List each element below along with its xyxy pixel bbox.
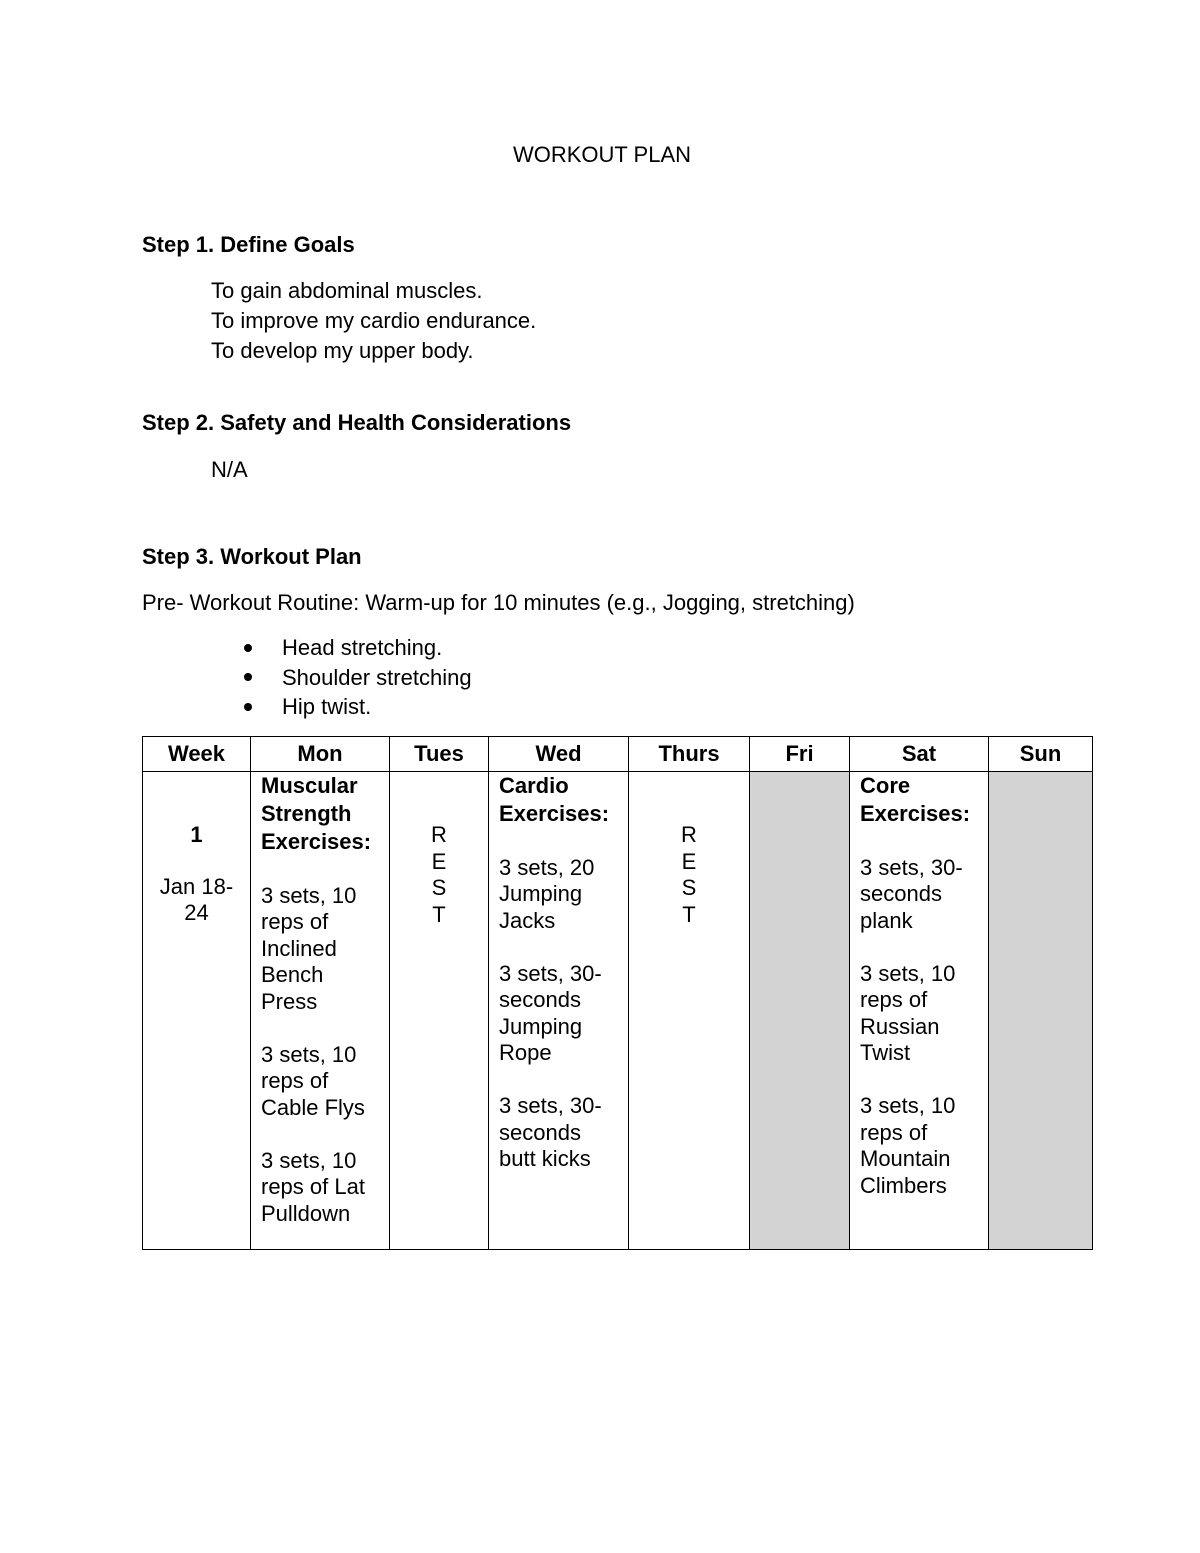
bullet-item bbox=[244, 633, 472, 663]
workout-table bbox=[142, 736, 1093, 1250]
exercise-line: 3 sets, 10 bbox=[261, 1147, 357, 1173]
exercise-block bbox=[261, 1042, 383, 1122]
bullet-text: Hip twist. bbox=[282, 694, 372, 719]
wed-cell bbox=[489, 772, 629, 1250]
sat-title bbox=[860, 772, 982, 828]
goals-list bbox=[211, 276, 536, 366]
week-dates bbox=[143, 874, 250, 927]
header-mon: Mon bbox=[251, 737, 390, 772]
exercise-line: Jacks bbox=[499, 907, 556, 933]
exercise-line: reps of Lat bbox=[261, 1174, 365, 1199]
step1-heading: Step 1. Define Goals bbox=[142, 232, 355, 257]
header-tues: Tues bbox=[390, 737, 489, 772]
exercise-line: reps of bbox=[860, 1119, 928, 1145]
wed-title bbox=[499, 772, 622, 828]
exercise-line: Jumping bbox=[499, 1013, 583, 1039]
rest-label bbox=[629, 822, 749, 928]
exercise-line: Cable Flys bbox=[261, 1094, 365, 1120]
fri-cell bbox=[750, 772, 850, 1250]
bullet-icon bbox=[244, 703, 252, 711]
rest-label bbox=[390, 822, 488, 928]
bullet-icon bbox=[244, 644, 252, 652]
rest-letter: E bbox=[431, 848, 447, 874]
exercise-block bbox=[499, 961, 622, 1067]
title-line: Exercises: bbox=[261, 829, 372, 854]
exercise-line: Inclined bbox=[261, 935, 337, 961]
exercise-line: Jumping bbox=[499, 881, 583, 906]
sat-cell bbox=[850, 772, 989, 1250]
exercise-block bbox=[860, 961, 982, 1067]
table-row bbox=[143, 772, 1093, 1250]
goal-item: To gain abdominal muscles. bbox=[211, 278, 483, 303]
exercise-line: seconds bbox=[499, 987, 581, 1012]
exercise-line: seconds bbox=[860, 881, 942, 906]
title-line: Exercises: bbox=[499, 801, 610, 826]
header-sun: Sun bbox=[989, 737, 1093, 772]
exercise-line: butt kicks bbox=[499, 1146, 591, 1171]
rest-letter: R bbox=[681, 822, 697, 847]
exercise-line: Mountain bbox=[860, 1146, 951, 1171]
header-wed: Wed bbox=[489, 737, 629, 772]
table-header-row bbox=[143, 737, 1093, 772]
warmup-bullet-list bbox=[244, 633, 472, 722]
exercise-line: Press bbox=[261, 988, 318, 1014]
week-dates-line: Jan 18- bbox=[159, 873, 234, 899]
title-line: Exercises: bbox=[860, 801, 971, 826]
exercise-line: Pulldown bbox=[261, 1200, 351, 1226]
exercise-line: Rope bbox=[499, 1040, 552, 1065]
document-title: WORKOUT PLAN bbox=[512, 142, 692, 167]
exercise-line: reps of bbox=[860, 987, 928, 1012]
header-thurs: Thurs bbox=[629, 737, 750, 772]
goal-item: To improve my cardio endurance. bbox=[211, 308, 537, 333]
title-line: Muscular bbox=[261, 773, 358, 798]
bullet-text: Head stretching. bbox=[282, 635, 443, 660]
exercise-line: Russian bbox=[860, 1013, 940, 1039]
step3-heading: Step 3. Workout Plan bbox=[142, 544, 362, 569]
week-number: 1 bbox=[190, 822, 203, 847]
bullet-text: Shoulder stretching bbox=[282, 664, 472, 690]
rest-letter: T bbox=[682, 901, 696, 927]
bullet-item bbox=[244, 663, 472, 693]
exercise-line: 3 sets, 30- bbox=[499, 960, 602, 986]
exercise-line: 3 sets, 10 bbox=[261, 1041, 357, 1067]
header-sat: Sat bbox=[850, 737, 989, 772]
exercise-line: reps of bbox=[261, 909, 329, 934]
title-line: Strength bbox=[261, 801, 352, 826]
exercise-line: reps of bbox=[261, 1068, 329, 1093]
rest-letter: R bbox=[431, 822, 447, 847]
mon-cell bbox=[251, 772, 390, 1250]
tues-cell bbox=[390, 772, 489, 1250]
step2-heading: Step 2. Safety and Health Considerations bbox=[142, 410, 572, 435]
exercise-block bbox=[499, 1093, 622, 1173]
exercise-block bbox=[860, 855, 982, 935]
bullet-icon bbox=[244, 673, 252, 681]
exercise-block bbox=[860, 1093, 982, 1199]
safety-text: N/A bbox=[211, 457, 248, 482]
rest-letter: T bbox=[432, 901, 446, 927]
week-cell bbox=[143, 772, 251, 1250]
title-line: Core bbox=[860, 773, 911, 798]
pre-workout-text: Pre- Workout Routine: Warm-up for 10 minutes (e.g., Jogging, stretching) bbox=[142, 590, 855, 615]
exercise-line: plank bbox=[860, 907, 913, 933]
exercise-line: Climbers bbox=[860, 1172, 947, 1198]
header-week: Week bbox=[143, 737, 251, 772]
goal-item: To develop my upper body. bbox=[211, 338, 474, 363]
exercise-line: 3 sets, 30- bbox=[499, 1093, 602, 1118]
exercise-block bbox=[261, 883, 383, 1016]
exercise-line: 3 sets, 20 bbox=[499, 854, 595, 880]
bullet-item bbox=[244, 692, 472, 722]
rest-letter: S bbox=[431, 875, 447, 900]
rest-letter: E bbox=[681, 848, 697, 874]
exercise-line: 3 sets, 10 bbox=[860, 960, 956, 986]
exercise-block bbox=[261, 1148, 383, 1228]
rest-letter: S bbox=[681, 875, 697, 900]
exercise-block bbox=[499, 855, 622, 935]
header-fri: Fri bbox=[750, 737, 850, 772]
exercise-line: 3 sets, 30- bbox=[860, 854, 963, 880]
title-line: Cardio bbox=[499, 773, 569, 798]
exercise-line: 3 sets, 10 bbox=[261, 882, 357, 908]
exercise-line: 3 sets, 10 bbox=[860, 1093, 956, 1118]
exercise-line: Bench bbox=[261, 962, 324, 987]
week-dates-line: 24 bbox=[184, 900, 209, 925]
exercise-line: Twist bbox=[860, 1040, 911, 1065]
exercise-line: seconds bbox=[499, 1119, 581, 1145]
sun-cell bbox=[989, 772, 1093, 1250]
mon-title bbox=[261, 772, 383, 856]
thurs-cell bbox=[629, 772, 750, 1250]
